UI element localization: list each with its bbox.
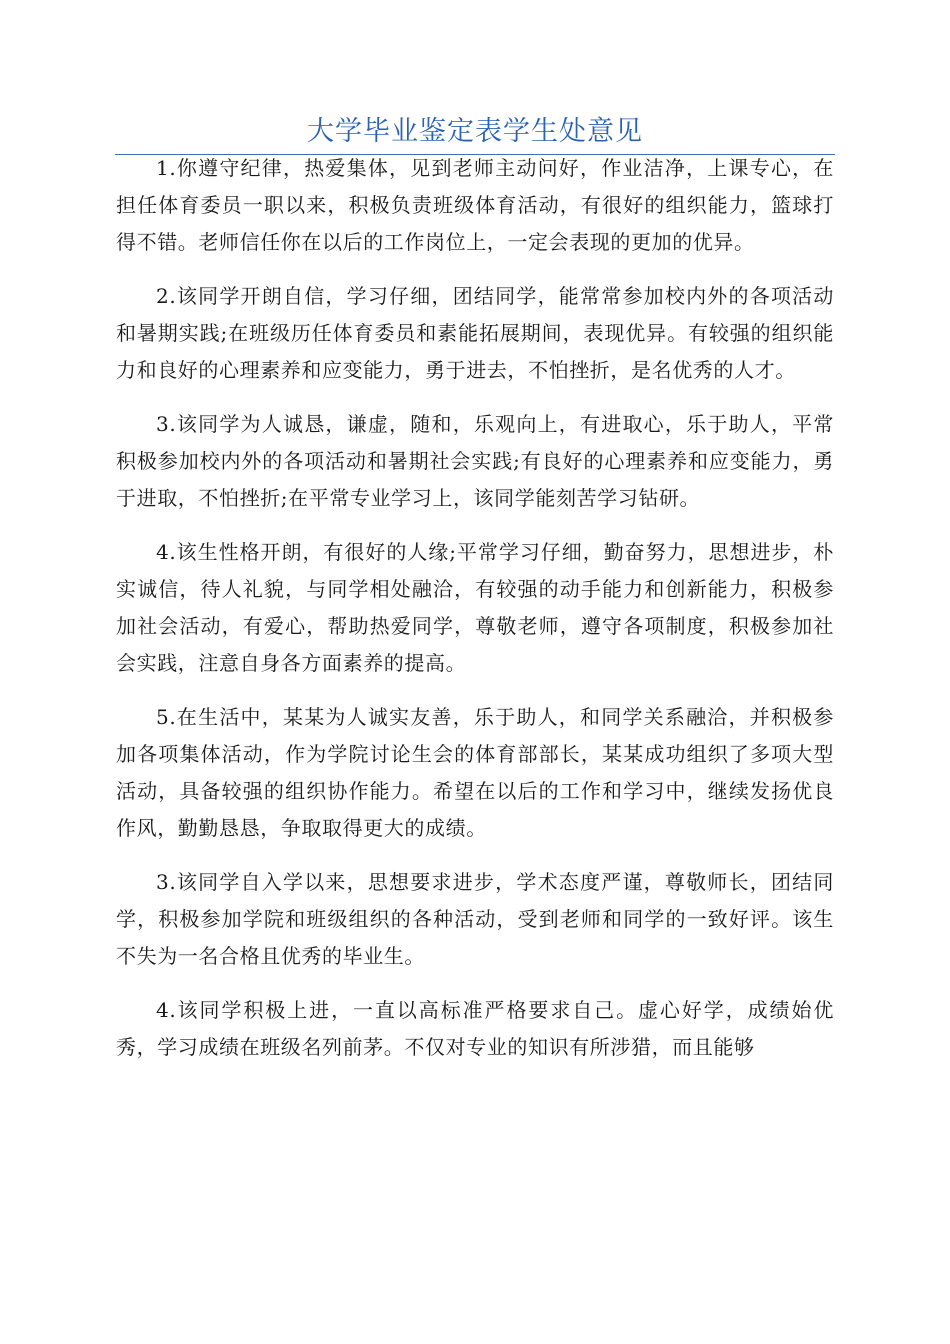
- paragraph-2: 2.该同学开朗自信，学习仔细，团结同学，能常常参加校内外的各项活动和暑期实践;在班级历任体育委员和素能拓展期间，表现优异。有较强的组织能力和良好的心理素养和应变能力，勇于进去，不怕挫折，是名优秀的人才。: [116, 284, 834, 382]
- paragraph-7: 4.该同学积极上进，一直以高标准严格要求自己。虚心好学，成绩始优秀，学习成绩在班级名列前茅。不仅对专业的知识有所涉猎，而且能够: [116, 998, 834, 1059]
- paragraph-4: 4.该生性格开朗，有很好的人缘;平常学习仔细，勤奋努力，思想进步，朴实诚信，待人礼貌，与同学相处融洽，有较强的动手能力和创新能力，积极参加社会活动，有爱心，帮助热爱同学，尊敬老师，遵守各项制度，积极参加社会实践，注意自身各方面素养的提高。: [116, 540, 834, 675]
- document-body: [116, 150, 834, 1083]
- paragraph-1: 1.你遵守纪律，热爱集体，见到老师主动问好，作业洁净，上课专心，在担任体育委员一职以来，积极负责班级体育活动，有很好的组织能力，篮球打得不错。老师信任你在以后的工作岗位上，一定会表现的更加的优异。: [116, 156, 834, 254]
- page-title: 大学毕业鉴定表学生处意见: [307, 116, 643, 147]
- paragraph-5: 5.在生活中，某某为人诚实友善，乐于助人，和同学关系融洽，并积极参加各项集体活动，作为学院讨论生会的体育部部长，某某成功组织了多项大型活动，具备较强的组织协作能力。希望在以后的工作和学习中，继续发扬优良作风，勤勤恳恳，争取取得更大的成绩。: [116, 705, 834, 840]
- paragraph-6: 3.该同学自入学以来，思想要求进步，学术态度严谨，尊敬师长，团结同学，积极参加学院和班级组织的各种活动，受到老师和同学的一致好评。该生不失为一名合格且优秀的毕业生。: [116, 870, 834, 968]
- paragraph-3: 3.该同学为人诚恳，谦虚，随和，乐观向上，有进取心，乐于助人，平常积极参加校内外的各项活动和暑期社会实践;有良好的心理素养和应变能力，勇于进取，不怕挫折;在平常专业学习上，该同学能刻苦学习钻研。: [116, 412, 834, 510]
